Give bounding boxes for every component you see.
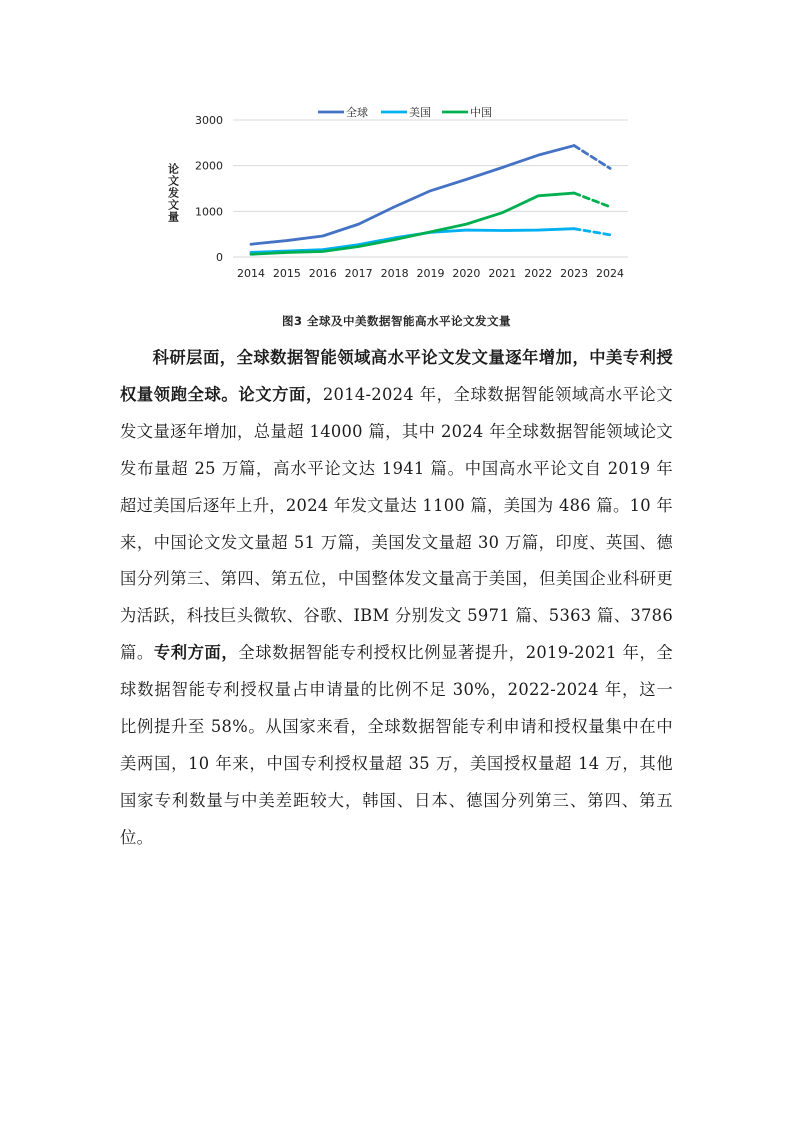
chart-series-lines bbox=[251, 146, 610, 255]
x-tick-label: 2021 bbox=[488, 267, 517, 280]
line-chart bbox=[160, 100, 640, 290]
legend-label-0: 全球 bbox=[346, 106, 368, 119]
legend-label-1: 美国 bbox=[409, 106, 431, 119]
chart-grid bbox=[233, 120, 628, 257]
text-run: 全球数据智能专利授权比例显著提升，2019-2021 年，全球数据智能专利授权量占申请量的比例不足 30%，2022-2024 年，这一比例提升至 58%。从国家来看，全球数据智能专利申请和授权量集中在中美两国，10 年来，中国专利授权量超 35 万，美国授权量超 14 万，其他国家专利数量与中美差距较大，韩国、日本、德国分列第三、第四、第五位。 bbox=[120, 643, 673, 847]
body-paragraph bbox=[120, 340, 673, 857]
series-dashed-segment-2 bbox=[574, 193, 610, 207]
series-line-1 bbox=[251, 229, 574, 253]
y-tick-label: 1000 bbox=[195, 205, 223, 219]
figure-caption: 图3 全球及中美数据智能高水平论文发文量 bbox=[281, 314, 511, 328]
legend-label-2: 中国 bbox=[470, 106, 492, 119]
y-axis-label: 论文发文量 bbox=[166, 163, 180, 223]
x-tick-label: 2017 bbox=[344, 267, 373, 280]
x-tick-label: 2019 bbox=[416, 267, 445, 280]
x-tick-label: 2023 bbox=[560, 267, 589, 280]
x-tick-labels bbox=[237, 267, 624, 280]
series-line-2 bbox=[251, 193, 574, 254]
x-tick-label: 2018 bbox=[380, 267, 409, 280]
x-tick-label: 2016 bbox=[308, 267, 337, 280]
y-tick-label: 3000 bbox=[195, 114, 223, 127]
chart-legend bbox=[318, 105, 492, 119]
x-tick-label: 2015 bbox=[272, 267, 301, 280]
series-dashed-segment-1 bbox=[574, 229, 610, 235]
x-tick-label: 2014 bbox=[236, 267, 265, 280]
x-tick-label: 2020 bbox=[452, 267, 481, 280]
y-tick-labels bbox=[195, 114, 223, 264]
series-dashed-segment-0 bbox=[574, 146, 610, 169]
bold-run: 科研层面，全球数据智能领域高水平论文发文量逐年增加，中美专利授权量领跑全球。 bbox=[120, 348, 673, 404]
bold-run: 专利方面， bbox=[153, 643, 239, 663]
bold-run: 论文方面， bbox=[238, 384, 323, 404]
y-tick-label: 2000 bbox=[195, 159, 223, 173]
text-run: 2014-2024 年，全球数据智能领域高水平论文发文量逐年增加，总量超 14000 篇，其中 2024 年全球数据智能领域论文发布量超 25 万篇，高水平论文达 1941 篇。中国高水平论文自 2019 年超过美国后逐年上升，2024 年发文量达 1100 篇，美国为 486 篇。10 年来，中国论文发文量超 51 万篇，美国发文量超 30 万篇，印度、英国、德国分列第三、第四、第五位，中国整体发文量高于美国，但美国企业科研更为活跃，科技巨头微软、谷歌、IBM 分别发文 5971 篇、5363 篇、3786 篇。 bbox=[120, 384, 673, 663]
x-tick-label: 2022 bbox=[524, 267, 553, 280]
x-tick-label: 2024 bbox=[596, 267, 625, 280]
y-tick-label: 0 bbox=[216, 251, 223, 264]
